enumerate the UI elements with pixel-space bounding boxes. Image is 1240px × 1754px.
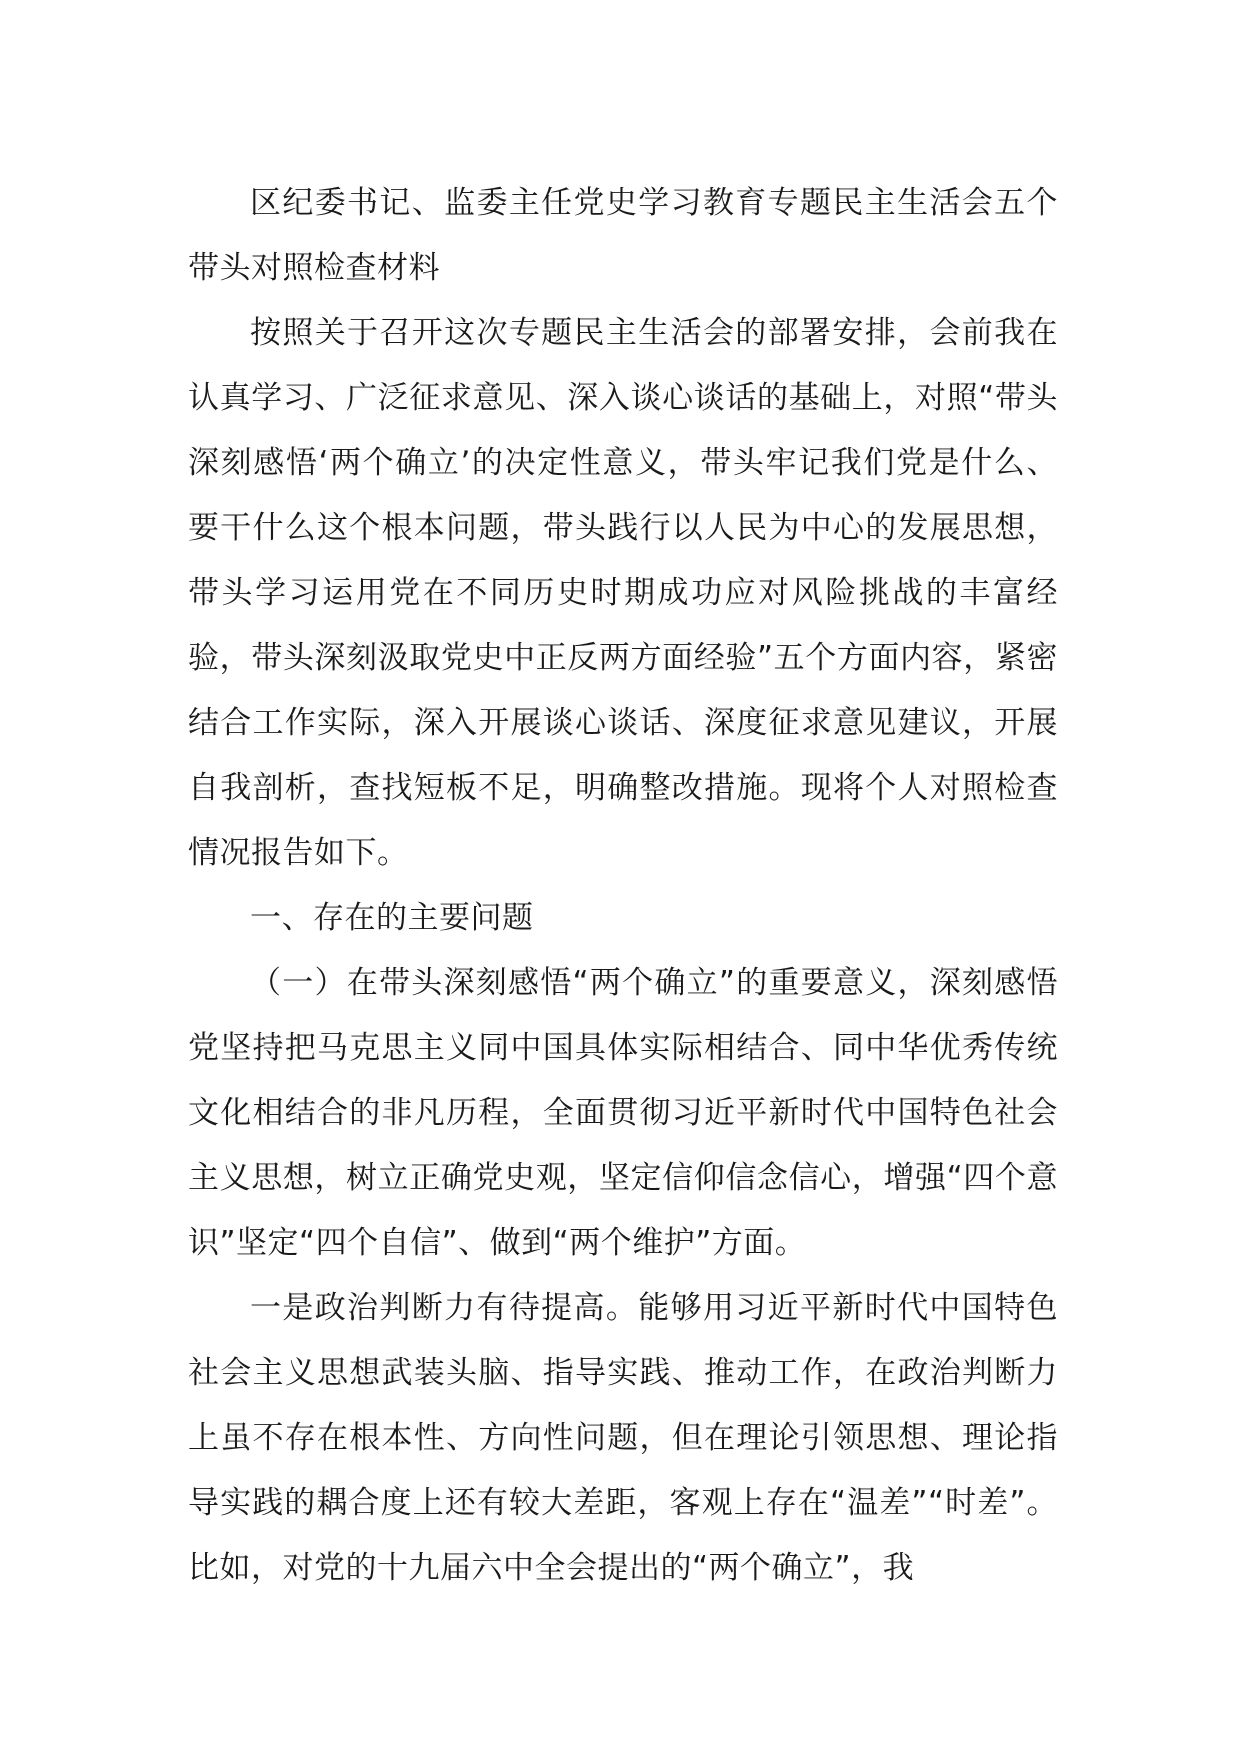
document-body	[188, 171, 1058, 1601]
document-title: 区纪委书记、监委主任党史学习教育专题民主生活会五个带头对照检查材料	[188, 185, 1058, 286]
body-paragraph: 一是政治判断力有待提高。能够用习近平新时代中国特色社会主义思想武装头脑、指导实践、推动工作，在政治判断力上虽不存在根本性、方向性问题，但在理论引领思想、理论指导实践的耦合度上还有较大差距，客观上存在“温差”“时差”。比如，对党的十九届六中全会提出的“两个确立”，我	[188, 1290, 1058, 1586]
subsection-heading-paragraph: （一）在带头深刻感悟“两个确立”的重要意义，深刻感悟党坚持把马克思主义同中国具体实际相结合、同中华优秀传统文化相结合的非凡历程，全面贯彻习近平新时代中国特色社会主义思想，树立正确党史观，坚定信仰信念信心，增强“四个意识”坚定“四个自信”、做到“两个维护”方面。	[188, 965, 1058, 1261]
section-heading: 一、存在的主要问题	[250, 900, 534, 936]
intro-paragraph: 按照关于召开这次专题民主生活会的部署安排，会前我在认真学习、广泛征求意见、深入谈心谈话的基础上，对照“带头深刻感悟‘两个确立’的决定性意义，带头牢记我们党是什么、要干什么这个根本问题，带头践行以人民为中心的发展思想，带头学习运用党在不同历史时期成功应对风险挑战的丰富经验，带头深刻汲取党史中正反两方面经验”五个方面内容，紧密结合工作实际，深入开展谈心谈话、深度征求意见建议，开展自我剖析，查找短板不足，明确整改措施。现将个人对照检查情况报告如下。	[188, 315, 1058, 871]
